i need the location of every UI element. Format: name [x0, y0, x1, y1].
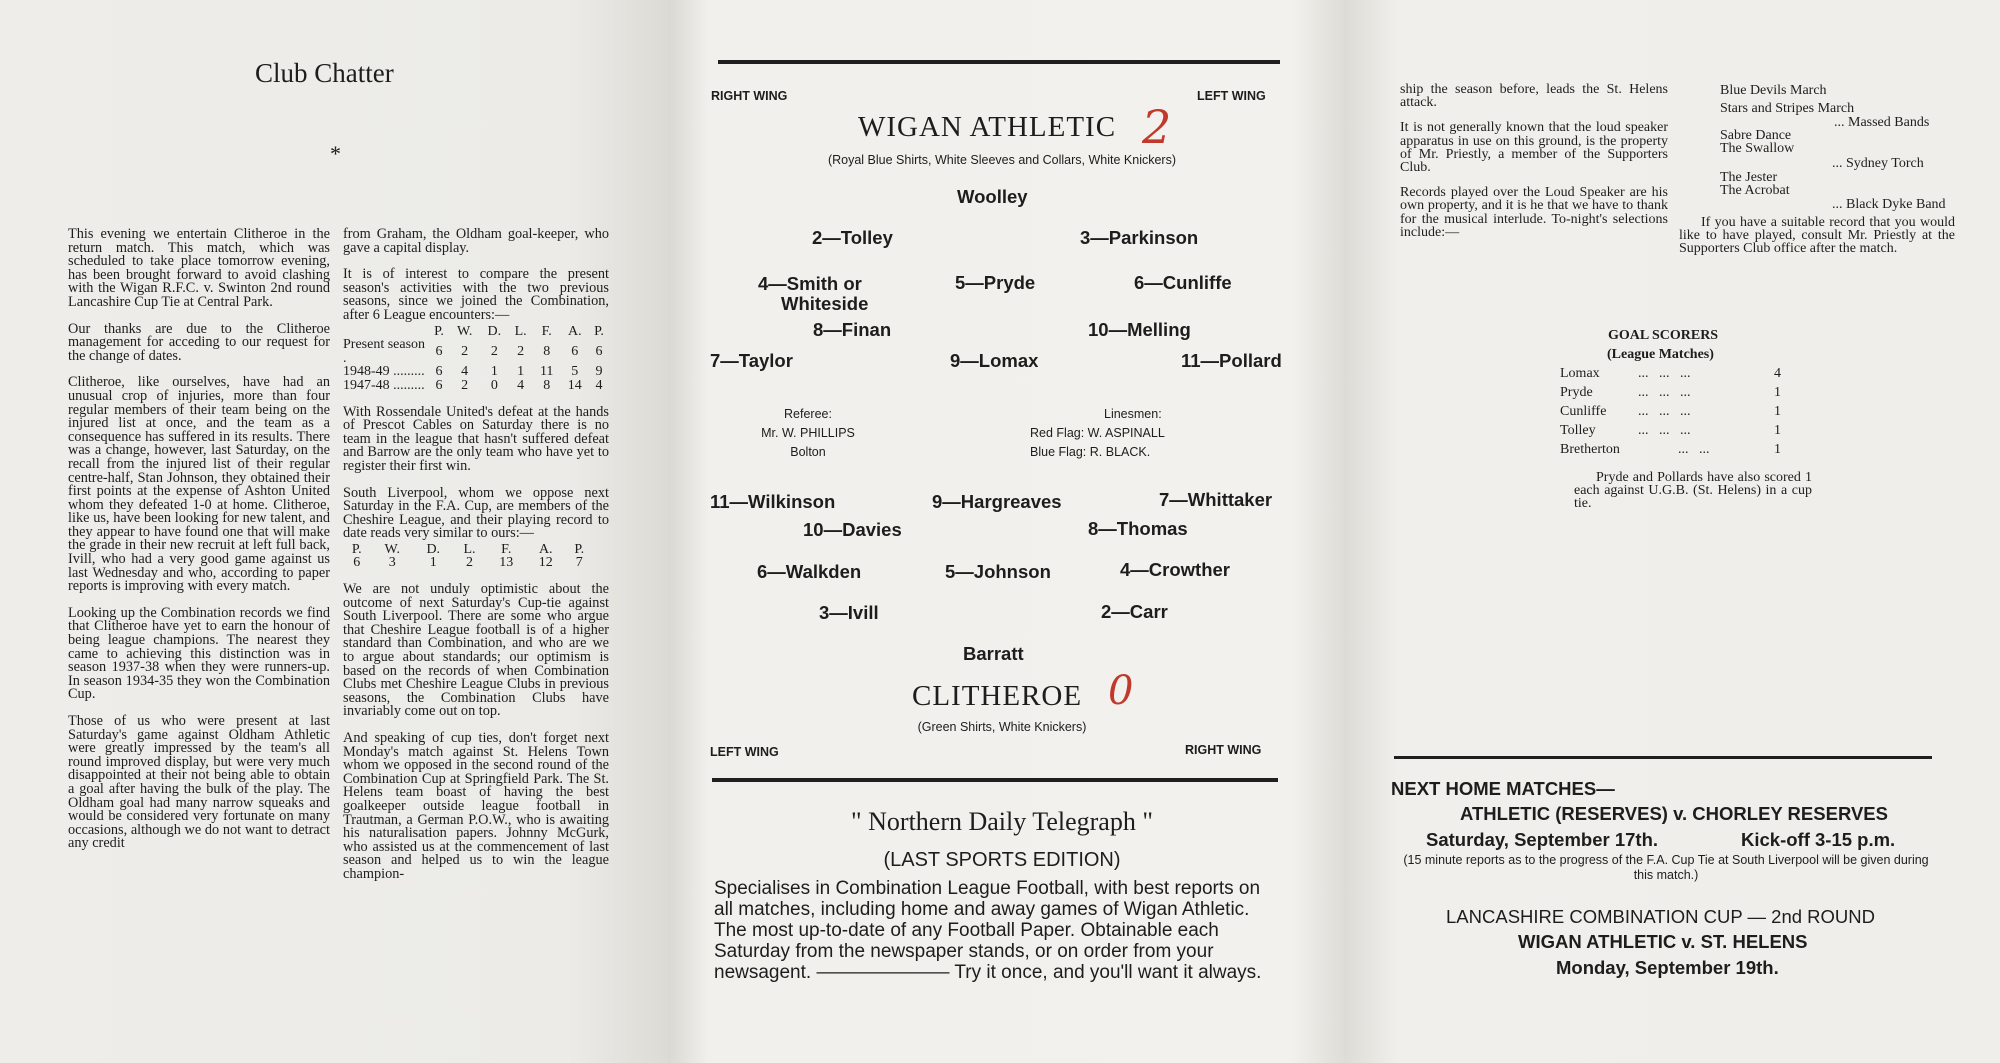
list-item	[1560, 364, 1860, 383]
scorer-name: Pryde	[1560, 385, 1593, 400]
cup-fixture: WIGAN ATHLETIC v. ST. HELENS	[1518, 931, 1808, 952]
table-row	[343, 556, 593, 570]
record-title: The Jester	[1720, 170, 1778, 185]
record-title: The Acrobat	[1720, 183, 1790, 198]
table-cell: 6	[353, 555, 361, 571]
paragraph: Our thanks are due to the Clitheroe management for acceding to our request for the change of dates.	[68, 320, 330, 364]
cup-fixture-date: Monday, September 19th.	[1556, 957, 1779, 978]
home-player: 9—Lomax	[950, 350, 1039, 371]
scorer-name: Cunliffe	[1560, 404, 1607, 419]
scorer-goals: 1	[1774, 385, 1781, 400]
referee-label: Referee:	[784, 407, 832, 421]
table-header: P.	[594, 323, 604, 339]
leader-dots: ... ... ...	[1638, 385, 1691, 400]
table-cell: 9	[595, 364, 603, 380]
paragraph: ship the season before, leads the St. Helens attack.	[1400, 82, 1668, 111]
table-row	[343, 338, 609, 365]
home-player: 6—Cunliffe	[1134, 272, 1232, 293]
away-player: 3—Ivill	[819, 602, 879, 623]
referee-block	[738, 405, 878, 462]
paragraph: Pryde and Pollards have also scored 1 each against U.G.B. (St. Helens) in a cup tie.	[1574, 470, 1812, 512]
scorer-goals: 1	[1774, 423, 1781, 438]
home-player: 7—Taylor	[710, 350, 793, 371]
table-header: P.	[574, 541, 585, 557]
table-header: P.	[351, 541, 362, 557]
record-title: The Swallow	[1720, 141, 1795, 156]
left-wing-label: LEFT WING	[710, 745, 779, 759]
handwritten-home-score: 2	[1142, 100, 1172, 154]
linesmen-label: Linesmen:	[1104, 407, 1162, 421]
table-cell: 6	[571, 343, 579, 359]
paragraph: This evening we entertain Clitheroe in the return match. This match, which was scheduled to take place tomorrow evening, has been brought forward to avoid clashing with the Wigan R.F.C. v. Swinton 2nd round Lancashire Cup Tie at Central Park.	[68, 226, 330, 310]
away-player: 10—Davies	[803, 519, 902, 540]
leader-dots: ... ... ...	[1638, 423, 1691, 438]
info-page	[1346, 0, 2000, 1063]
row-label: 1948-49 .........	[343, 364, 425, 380]
table-cell: 5	[571, 364, 579, 380]
table-cell: 6	[595, 343, 603, 359]
table-cell: 7	[575, 555, 583, 571]
referee-town: Bolton	[790, 445, 826, 459]
table-header-row	[343, 543, 593, 557]
table-row	[343, 379, 609, 393]
advert-body	[714, 878, 1294, 983]
next-home-heading: NEXT HOME MATCHES—	[1391, 778, 1615, 799]
paragraph: It is not generally known that the loud speaker apparatus in use on this ground, is the property of Mr. Priestly, a member of the Supporters Club.	[1400, 120, 1668, 176]
top-rule	[718, 60, 1280, 64]
leader-dots: ... ... ...	[1638, 404, 1691, 419]
record-title: Blue Devils March	[1720, 83, 1827, 98]
cup-round-title: LANCASHIRE COMBINATION CUP — 2nd ROUND	[1446, 906, 1876, 927]
home-player: Whiteside	[781, 293, 869, 314]
table-header: P.	[434, 323, 444, 339]
away-goalkeeper: Barratt	[963, 643, 1024, 664]
away-player: 7—Whittaker	[1159, 489, 1273, 510]
paragraph: With Rossendale United's defeat at the hands of Prescot Cables on Saturday there is no team in the league that hasn't suffered defeat and Barrow are the only team who have yet to register their first win.	[343, 403, 609, 474]
table-cell: 2	[490, 343, 498, 359]
table-header: W.	[384, 541, 400, 557]
table-cell: 2	[465, 555, 473, 571]
table-cell: 4	[517, 377, 525, 393]
advert-line: Specialises in Combination League Football, with best reports on	[714, 878, 1261, 899]
scorer-name: Bretherton	[1560, 442, 1620, 457]
paragraph: Looking up the Combination records we find that Clitheroe have yet to earn the honour of being league champions. The nearest they came to achieving this distinction was in season 1937-38 when they were runners-up. In season 1934-35 they won the Combination Cup.	[68, 604, 330, 703]
list-item	[1560, 383, 1860, 402]
scorer-goals: 1	[1774, 404, 1781, 419]
scorer-name: Tolley	[1560, 423, 1596, 438]
paragraph: We are not unduly optimistic about the outcome of next Saturday's Cup-tie against South Liverpool. There are some who argue that Cheshire League football is of a higher standard than Combination, and who are we to argue about standards; our optimism is based on the records of when Combination Clubs met Cheshire League Clubs in previous seasons, the Combination Clubs have invariably come out on top.	[343, 581, 609, 720]
leader-dots: ... ... ...	[1638, 366, 1691, 381]
scorer-goals: 1	[1774, 442, 1781, 457]
advert-line: newsagent. ——————— Try it once, and you'll want it always.	[714, 962, 1262, 983]
table-cell: 2	[517, 343, 525, 359]
home-player: 4—Smith or	[758, 273, 862, 294]
table-header: D.	[487, 323, 502, 339]
right-wing-label: RIGHT WING	[1185, 743, 1262, 757]
advert-subtitle: (LAST SPORTS EDITION)	[883, 849, 1121, 871]
scorers-note	[1574, 471, 1812, 523]
away-team-colors: (Green Shirts, White Knickers)	[917, 720, 1087, 734]
table-cell: 8	[543, 343, 551, 359]
leader-dots: ... ...	[1678, 442, 1710, 457]
scorer-goals: 4	[1774, 366, 1781, 381]
table-cell: 4	[461, 364, 469, 380]
record-artist: ... Sydney Torch	[1832, 156, 1924, 171]
paragraph: If you have a suitable record that you would like to have played, consult Mr. Priestly at the Supporters Club office after the match.	[1679, 215, 1955, 257]
goal-scorers-title: GOAL SCORERS	[1608, 328, 1719, 343]
record-artist: ... Massed Bands	[1834, 115, 1930, 130]
table-header: L.	[463, 541, 476, 557]
table-cell: 1	[490, 364, 498, 380]
home-player: 3—Parkinson	[1080, 227, 1199, 248]
table-header: A.	[567, 323, 582, 339]
row-label: 1947-48 .........	[343, 377, 425, 393]
table-cell: 2	[461, 343, 469, 359]
away-player: 11—Wilkinson	[710, 491, 836, 512]
table-cell: 14	[567, 377, 582, 393]
paragraph: Clitheroe, like ourselves, have had an unusual crop of injuries, more than four regular members of their team being on the injured list at once, and the team as a consequence has suffered in its results. There was a change, however, last Saturday, on the recall from the injured list of their regular centre-half, Stan Johnson, they obtained their first points at the expense of Ashton United whom they defeated 1-0 at home. Clitheroe, like us, have been looking for new talent, and they appear to have found one that will make the grade in their new recruit at left full back, Ivill, who had a very good game against us last Wednesday and who, according to paper reports is improving with every match.	[68, 374, 330, 595]
linesman-red-flag: Red Flag: W. ASPINALL	[1030, 426, 1165, 440]
list-item	[1560, 402, 1860, 421]
linesmen-block	[1030, 405, 1230, 462]
left-wing-label: LEFT WING	[1197, 89, 1266, 103]
record-title: Stars and Stripes March	[1720, 101, 1855, 116]
advert-title: " Northern Daily Telegraph "	[851, 807, 1153, 836]
fixture-date: Saturday, September 17th.	[1426, 829, 1659, 850]
table-cell: 0	[490, 377, 498, 393]
home-team-colors: (Royal Blue Shirts, White Sleeves and Collars, White Knickers)	[827, 153, 1177, 167]
referee-name: Mr. W. PHILLIPS	[761, 426, 855, 440]
section-rule	[1394, 756, 1932, 759]
page-title: Club Chatter	[255, 58, 394, 88]
table-cell: 11	[539, 364, 554, 380]
table-header-row	[343, 325, 609, 339]
paragraph: from Graham, the Oldham goal-keeper, who gave a capital display.	[343, 226, 609, 256]
away-player: 8—Thomas	[1088, 518, 1188, 539]
list-item	[1560, 421, 1860, 440]
right-wing-label: RIGHT WING	[711, 89, 788, 103]
paragraph: It is of interest to compare the present season's activities with the two previous seasons, since we joined the Combination, after 6 League encounters:—	[343, 266, 609, 323]
paragraph: South Liverpool, whom we oppose next Saturday in the F.A. Cup, are members of the Cheshire League, and their playing record to date reads very similar to ours:—	[343, 484, 609, 542]
linesman-blue-flag: Blue Flag: R. BLACK.	[1030, 445, 1151, 459]
table-cell: 6	[435, 343, 443, 359]
away-player: 9—Hargreaves	[932, 491, 1062, 512]
chatter-column-2	[343, 228, 609, 895]
paragraph: Records played over the Loud Speaker are his own property, and it is he that we have to thank for the musical interlude. To-night's selections include:—	[1400, 185, 1668, 240]
row-label: Present season .	[343, 337, 426, 366]
chatter-column-1	[68, 228, 330, 864]
table-header: A.	[538, 541, 553, 557]
home-team-name: WIGAN ATHLETIC	[858, 111, 1117, 143]
away-team-name: CLITHEROE	[912, 680, 1083, 712]
advert-line: The most up-to-date of any Football Paper. Obtainable each	[714, 920, 1219, 941]
table-header: F.	[541, 323, 552, 339]
home-player: 2—Tolley	[812, 227, 893, 248]
goal-scorers-subtitle: (League Matches)	[1607, 347, 1714, 362]
table-cell: 12	[538, 555, 553, 571]
fixture-title: ATHLETIC (RESERVES) v. CHORLEY RESERVES	[1460, 803, 1888, 824]
handwritten-away-score: 0	[1108, 668, 1134, 714]
home-player: 11—Pollard	[1181, 350, 1282, 371]
home-player: 8—Finan	[813, 319, 892, 340]
table-header: D.	[426, 541, 441, 557]
away-player: 2—Carr	[1101, 601, 1168, 622]
scorer-name: Lomax	[1560, 366, 1600, 381]
away-player: 6—Walkden	[757, 561, 862, 582]
bottom-rule	[712, 778, 1278, 782]
record-artist: ... Black Dyke Band	[1832, 197, 1946, 212]
fixture-note: (15 minute reports as to the progress of the F.A. Cup Tie at South Liverpool will be given during this match.)	[1403, 853, 1929, 882]
table-cell: 3	[388, 555, 396, 571]
home-goalkeeper: Woolley	[957, 186, 1028, 207]
away-player: 4—Crowther	[1120, 559, 1230, 580]
goal-scorers-list	[1560, 364, 1860, 459]
consult-paragraph	[1679, 216, 1955, 268]
season-comparison-table	[343, 325, 609, 393]
table-header: W.	[456, 323, 473, 339]
list-item	[1560, 440, 1860, 459]
teamsheet-page	[668, 0, 1346, 1063]
table-cell: 2	[461, 377, 469, 393]
paragraph: Those of us who were present at last Saturday's game against Oldham Athletic were greatly impressed by the team's all round improved display, but were very much disappointed at their not being able to obtain a goal after having the bulk of the play. The Oldham goal had many narrow squeaks and would be considered very fortunate on many occasions, although we do not want to detract any credit	[68, 713, 330, 852]
table-cell: 13	[499, 555, 514, 571]
south-liverpool-record-table	[343, 543, 593, 570]
table-cell: 1	[517, 364, 525, 380]
table-header: F.	[501, 541, 512, 557]
paragraph: And speaking of cup ties, don't forget next Monday's match against St. Helens Town whom we opposed in the second round of the Combination Cup at Springfield Park. The St. Helens team boast of having the best goalkeeper outside league football in Trautman, a German P.O.W., who is awaiting his naturalisation papers. Johnny McGurk, who assisted us at the commencement of last season and helped us to win the league champion-	[343, 730, 609, 882]
advert-line: Saturday from the newspaper stands, or on order from your	[714, 941, 1214, 962]
club-chatter-page	[0, 0, 668, 1063]
fixture-kickoff: Kick-off 3-15 p.m.	[1741, 829, 1896, 850]
table-cell: 4	[595, 377, 603, 393]
table-cell: 6	[435, 377, 443, 393]
table-cell: 6	[435, 364, 443, 380]
table-cell: 1	[429, 555, 437, 571]
record-title: Sabre Dance	[1720, 128, 1792, 143]
home-player: 10—Melling	[1088, 319, 1191, 340]
home-player: 5—Pryde	[955, 272, 1036, 293]
table-row	[343, 365, 609, 379]
away-player: 5—Johnson	[945, 561, 1051, 582]
table-cell: 8	[543, 377, 551, 393]
table-header: L.	[514, 323, 527, 339]
advert-line: all matches, including home and away games of Wigan Athletic.	[714, 899, 1250, 920]
ornament-star: *	[330, 141, 341, 166]
loudspeaker-column	[1400, 83, 1668, 251]
